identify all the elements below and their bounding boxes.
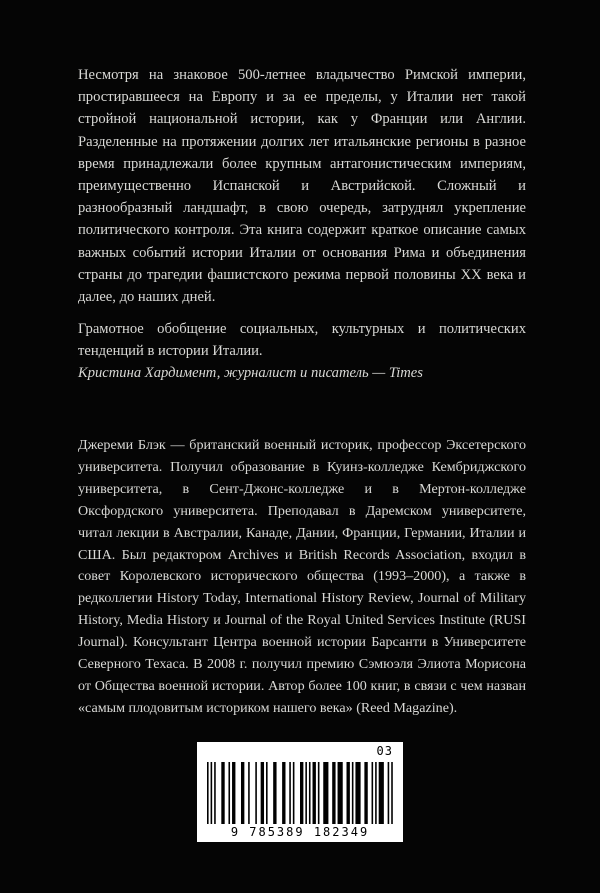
book-blurb [78,64,526,308]
barcode-bar [375,762,377,824]
barcode-bar [313,762,316,824]
barcode-bar [221,762,224,824]
review-quote [78,318,526,385]
barcode-bar [214,762,216,824]
barcode-bar [289,762,291,824]
barcode-bar [338,762,343,824]
review-attribution: Кристина Хардимент, журналист и писатель — Times [78,365,423,382]
barcode-bar [266,762,268,824]
barcode-bar [379,762,384,824]
barcode-bar [391,762,393,824]
review-text: Грамотное обобщение социальных, культурных и политических тенденций в истории Италии. [78,321,526,360]
barcode-bar [261,762,264,824]
barcode-bar [255,762,257,824]
barcode-bar [232,762,235,824]
barcode-bar [293,762,295,824]
barcode-bar [355,762,360,824]
barcode-bar [372,762,374,824]
barcode-bar [332,762,335,824]
isbn-barcode [197,742,403,842]
barcode-bar [305,762,307,824]
barcode-bar [273,762,276,824]
barcode-bar [318,762,320,824]
barcode-digits: 9 785389 182349 [230,825,370,839]
barcode-bar [241,762,244,824]
blurb-paragraph: Несмотря на знаковое 500-летнее владычество Римской империи, простиравшееся на Европу и за ее пределы, у Италии нет такой стройной национальной истории, как у Франции или Англии. Разделенные на протяжении долгих лет итальянские регионы в разное время принадлежали более крупным антагонистическим империям, преимущественно Испанской и Австрийской. Сложный и разнообразный ландшафт, в свою очередь, затруднял укрепление политического контроля. Эта книга содержит краткое описание самых важных событий истории Италии от основания Рима и объединения страны до трагедии фашистского режима первой половины XX века и далее, до наших дней. [78,67,526,306]
barcode-addon-number: 03 [376,744,393,758]
barcode-bar [347,762,350,824]
barcode-bar [248,762,250,824]
barcode-bar [309,762,311,824]
barcode-bar [211,762,213,824]
barcode-bar [300,762,303,824]
barcode-bar [323,762,328,824]
barcode-bar [228,762,230,824]
author-bio-paragraph: Джереми Блэк — британский военный историк, профессор Эксетерского университета. Получил образование в Куинз-колледже Кембриджского университета, в Сент-Джонс-колледже и в Мертон-колледже Оксфордского университета. Преподавал в Даремском университете, читал лекции в Австралии, Канаде, Дании, Франции, Германии, Италии и США. Был редактором Archives и British Records Association, входил в совет Королевского исторического общества (1993–2000), а также в редколлегии History Today, International History Review, Journal of Military History, Media History и Journal of the Royal United Services Institute (RUSI Journal). Консультант Центра военной истории Барсанти в Университете Северного Техаса. В 2008 г. получил премию Сэмюэля Элиота Морисона от Общества военной истории. Автор более 100 книг, в связи с чем назван «самым плодовитым историком нашего века» (Reed Magazine). [78,437,526,716]
barcode-bar [207,762,209,824]
barcode-bar [352,762,354,824]
author-bio [78,435,526,720]
barcode-bar [282,762,285,824]
barcode-bar [364,762,367,824]
barcode-bar [388,762,390,824]
